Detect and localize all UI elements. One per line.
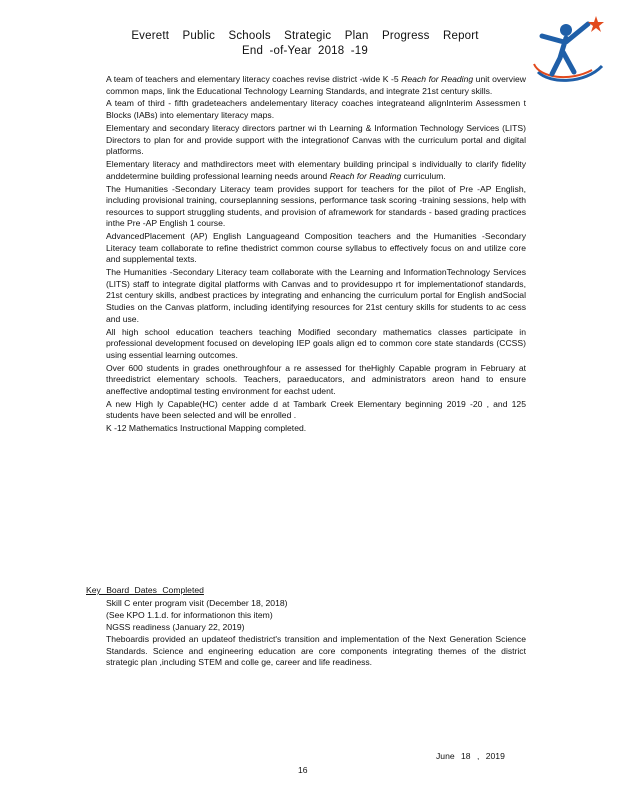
list-item: K -12 Mathematics Instructional Mapping completed. (106, 423, 307, 434)
list-item: A team of teachers and elementary literacy coaches revise district -wide K -5 Reach for Reading unit overview common maps, link the Educational Technology Learning Standards, and integrate 21st century skills. (106, 74, 526, 96)
list-item: AdvancedPlacement (AP) English Languageand Composition teachers and the Humanities -Secondary Literacy team collaborate to refine thedistrict common course syllabus to effectively focus on and utilize core and supplemental texts. (106, 231, 526, 265)
list-item: The Humanities -Secondary Literacy team collaborate with the Learning and InformationTechnology Services (LITS) staff to integrate digital platforms with Canvas and to providesuppo rt for implementationof standards, 21st century skills, andbest practices by integrating and enhancing the curriculum portal for English andSocial Studies on the Canvas platform, including identifying resources for 21st century skills for students to ac cess and use. (106, 267, 526, 324)
list-item: NGSS readiness (January 22, 2019) Theboardis provided an updateof thedistrict's transition and implementation of the Next Generation Science Standards. Science and engineering education are core components integrating themes of the district strategic plan ,including STEM and colle ge, career and life readiness. (106, 622, 526, 668)
figure-with-star-logo (530, 14, 608, 84)
report-title: Everett Public Schools Strategic Plan Progress Report (131, 30, 479, 42)
page-number: 16 (298, 765, 308, 775)
list-item: Over 600 students in grades onethroughfour a re assessed for theHighly Capable program in February at threedistrict elementary schools. Teachers, paraeducators, and administrators areon hand to ensure aneffective andoptimal testing environment for eachst udent. (106, 362, 526, 396)
list-item: Elementary and secondary literacy directors partner wi th Learning & Information Technology Services (LITS) Directors to plan for and provide support with the integrationof Canvas with the curriculum portal and digital platforms. (106, 122, 526, 157)
list-item: A new High ly Capable(HC) center adde d at Tambark Creek Elementary beginning 2019 -20 , and 125 students have been selected and will be enrolled . (106, 398, 526, 421)
list-item: A team of third - fifth gradeteachers andelementary literacy coaches integrateand alignInterim Assessmen t Blocks (IABs) into elementary literacy maps. (106, 98, 526, 121)
footer-date: June 18 , 2019 (436, 751, 505, 761)
list-item: The Humanities -Secondary Literacy team provides support for teachers for the pilot of Pre -AP English, including provisional training, courseplanning sessions, performance task scoring -training sessions, help with resources to support struggling students, and provision of aframework for standards - based grading practices inthe Pre -AP English 1 course. (106, 183, 526, 229)
list-item: Elementary literacy and mathdirectors meet with elementary building principal s individually to clarify fidelity anddetermine building professional learning needs around Reach for Reading curriculum. (106, 159, 526, 181)
list-item: Skill C enter program visit (December 18, 2018) (See KPO 1.1.d. for informationon this item) (106, 598, 288, 620)
key-board-dates-heading: Key Board Dates Completed (86, 585, 204, 595)
list-item: All high school education teachers teaching Modified secondary mathematics classes participate in professional development focused on developing IEP goals align ed to common core state standards (CCSS) using essential learning outcomes. (106, 326, 526, 360)
report-subtitle: End -of-Year 2018 -19 (242, 45, 368, 57)
key-board-list (86, 598, 526, 670)
progress-list (86, 74, 526, 436)
